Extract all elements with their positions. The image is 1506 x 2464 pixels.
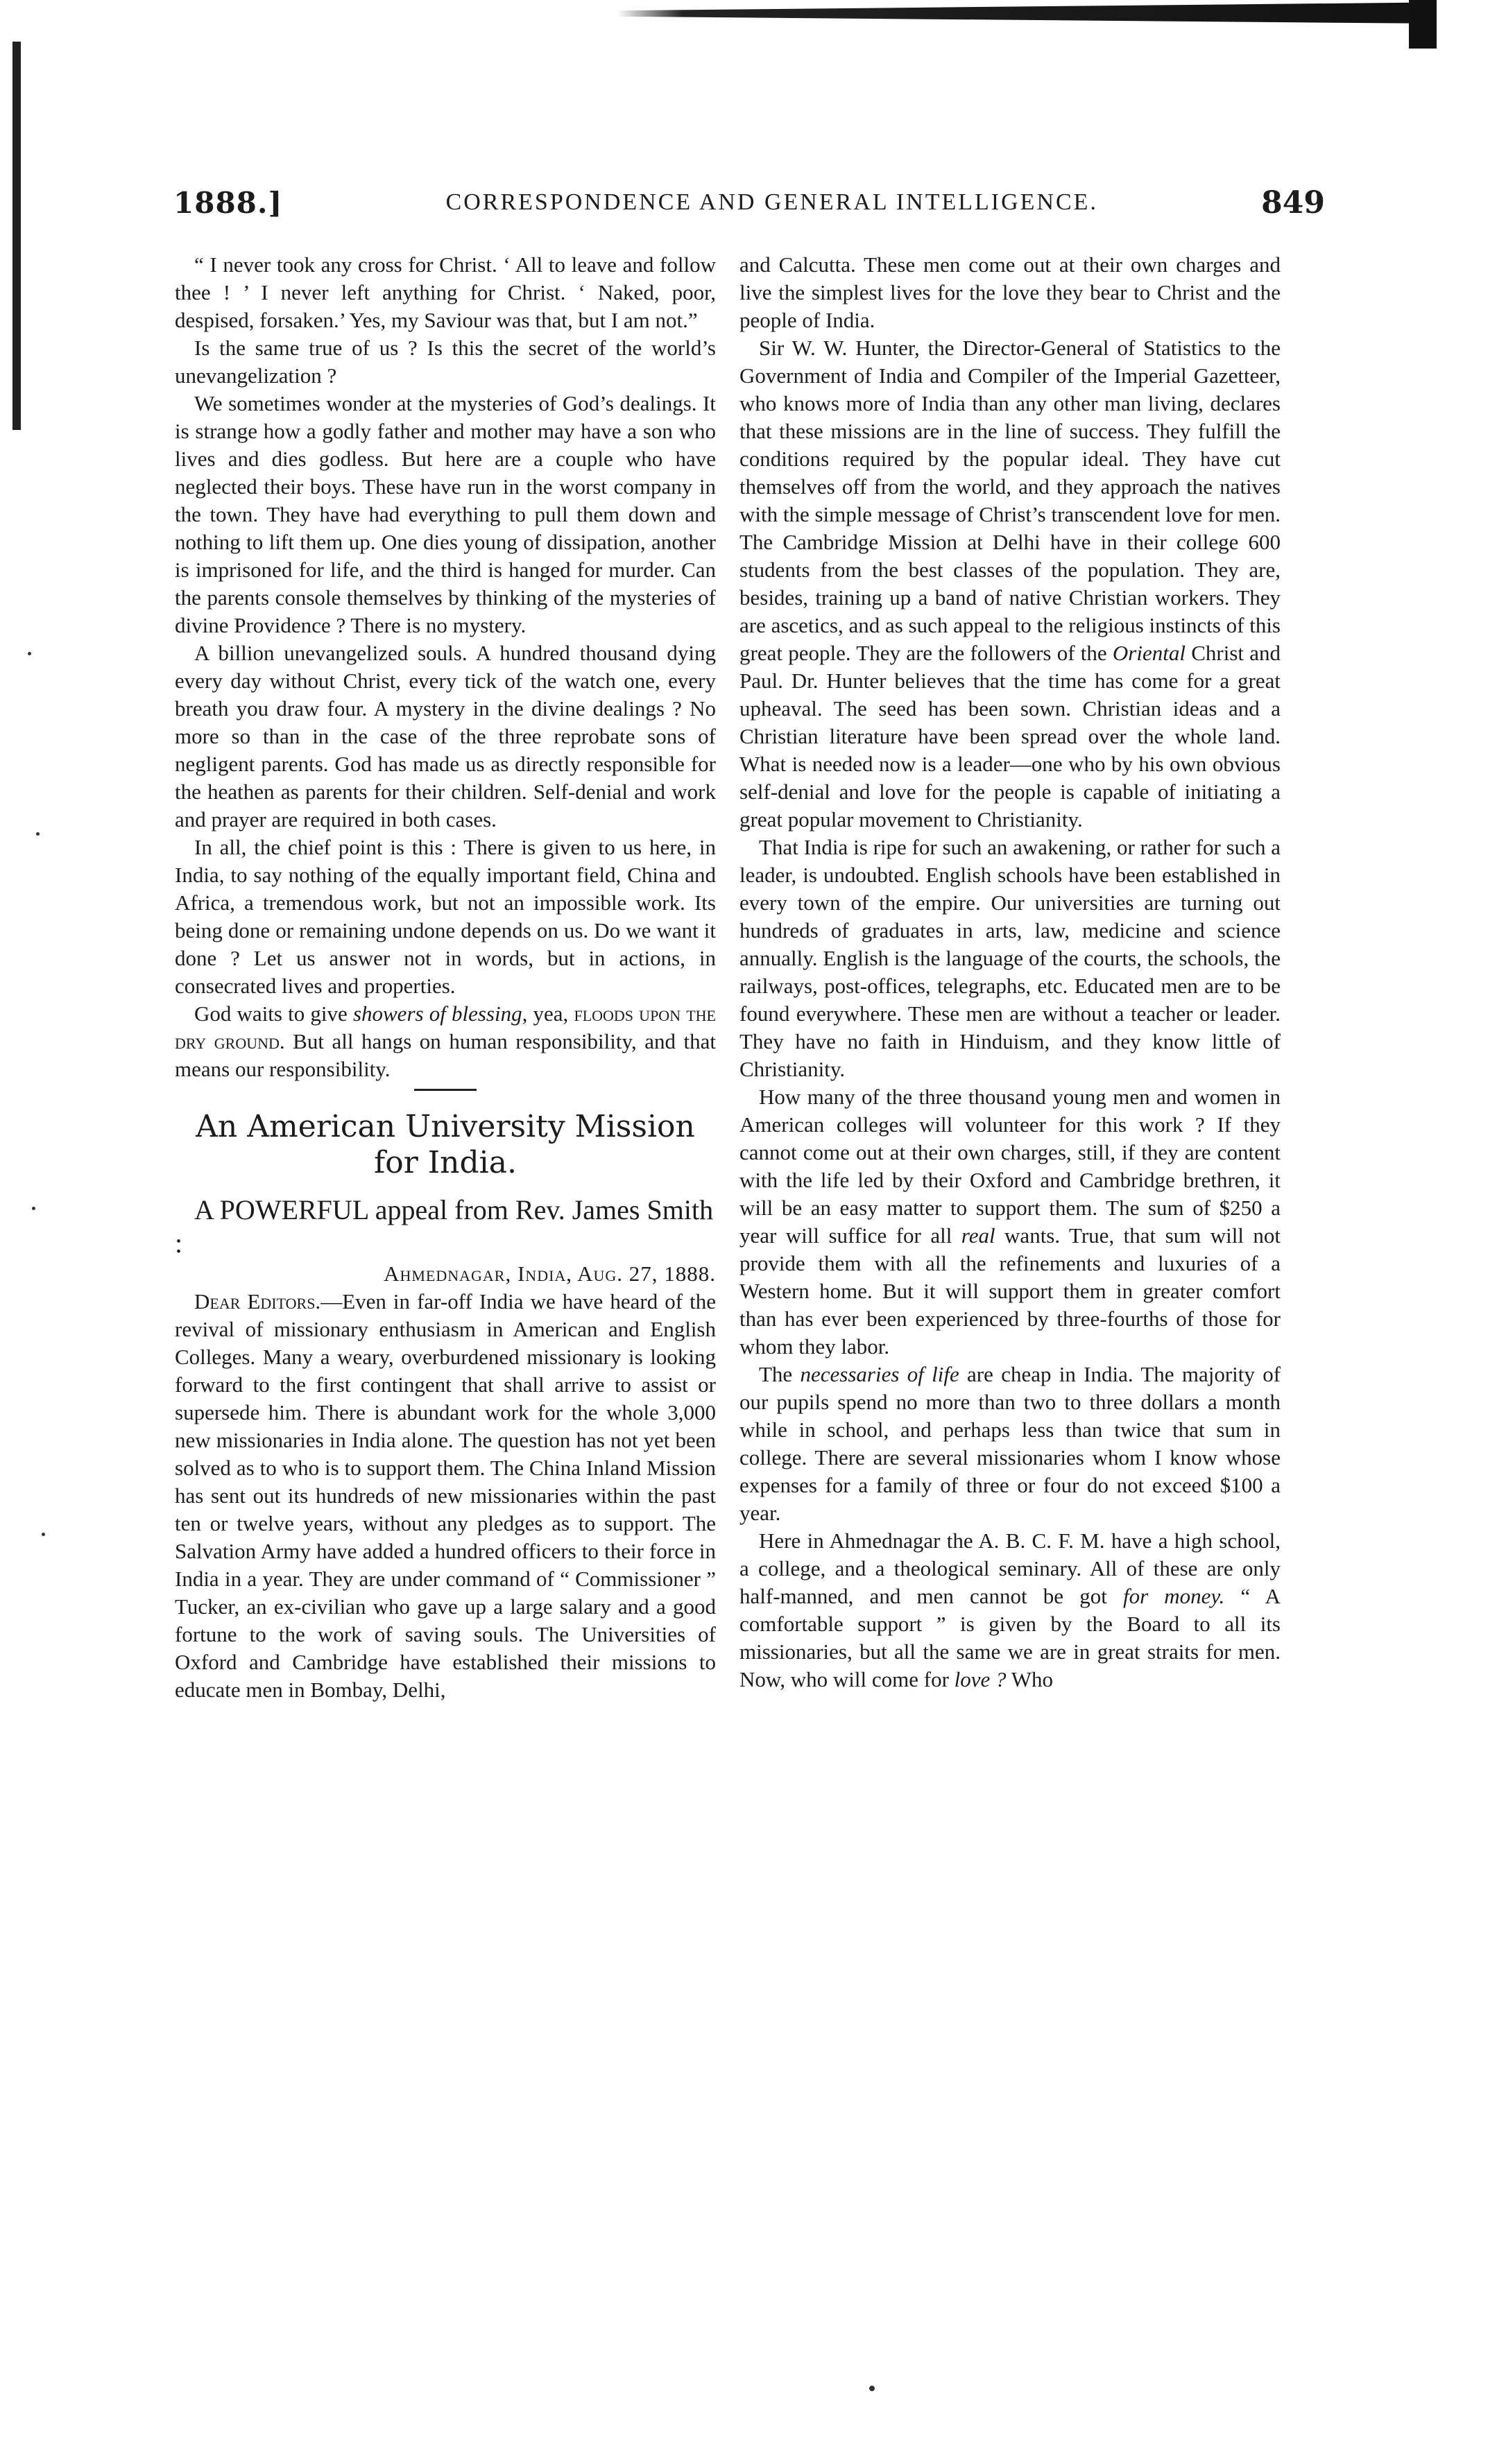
page-header [173,182,1325,223]
paragraph [739,334,1281,834]
emphasis: for money. [1122,1584,1225,1608]
text-run: “ A comfortable support ” is given by the Board to all its missionaries, but all the same we are in great straits for men. Now, who will come for [739,1584,1281,1691]
text-run: Who [1011,1667,1054,1691]
text-run: are cheap in India. The majority of our pupils spend no more than two to three dollars a month while in school, and perhaps less than twice that sum in college. There are several missionaries whom I know whose expenses for a family of three or four do not exceed $100 a year. [739,1362,1281,1525]
scan-left-edge [12,42,21,430]
scan-edge-mark [1409,0,1437,49]
small-caps-run: floods upon the dry ground. [175,1001,716,1053]
running-head: CORRESPONDENCE AND GENERAL INTELLIGENCE. [445,189,1098,215]
paragraph [175,1288,716,1704]
text-run: —Even in far-off India we have heard of the revival of missionary enthusiasm in American and English Colleges. Many a weary, overburdened missionary is looking forward to the first contingent that shall arrive to assist or supersede him. There is abundant work for the whole 3,000 new missionaries in India alone. The question has not yet been solved as to who is to support them. The China Inland Mission has sent out its hundreds of new missionaries within the past ten or twelve years, without any pledges as to support. The Salvation Army have added a hundred officers to their force in India in a year. They are under command of “ Commissioner ” Tucker, an ex-civilian who gave up a large salary and a good fortune to the work of saving souls. The Universities of Oxford and Cambridge have established their missions to educate men in Bombay, Delhi, [175,1289,716,1702]
text-run: wants. True, that sum will not provide them with all the refinements and luxuries of a Western home. But it will support them in greater comfort than has ever been experienced by three-fourths of those for whom they labor. [739,1223,1281,1359]
folio-year: 1888.] [173,185,283,220]
emphasis: necessaries of life [800,1362,959,1386]
scan-edge-bar [617,0,1436,24]
scan-speck [28,652,31,655]
scan-speck [36,832,40,836]
article-title: An American University Mission for India. [196,1109,695,1180]
text-run: Christ and Paul. Dr. Hunter believes that the time has come for a great upheaval. The seed has been sown. Christian ideas and a Christian literature have been spread over the whole land. What is needed now is a leader—one who by his own obvious self-denial and love for the people is capable of initiating a great popular movement to Christianity. [739,641,1281,832]
text-run: God waits to give [194,1001,348,1026]
scan-speck [32,1207,35,1210]
dateline: Ahmednagar, India, Aug. 27, 1888. [384,1261,716,1286]
paragraph [739,1361,1281,1527]
paragraph: Is the same true of us ? Is this the secret of the world’s unevangelization ? [175,336,716,388]
emphasis: love ? [954,1667,1007,1691]
paragraph: “ I never took any cross for Christ. ‘ All to leave and follow thee ! ’ I never left anything for Christ. ‘ Naked, poor, despised, forsaken.’ Yes, my Saviour was that, but I am not.” [175,252,716,332]
text-run: yea, [533,1001,569,1026]
text-run: Here in Ahmednagar the A. B. C. F. M. have a high school, a college, and a theological seminary. All of these are only half-manned, and men cannot be got [739,1528,1281,1608]
text-run: Sir W. W. Hunter, the Director-General of Statistics to the Government of India and Compiler of the Imperial Gazetteer, who knows more of India than any other man living, declares that these missions are in the line of success. They fulfill the conditions required by the popular ideal. They have cut themselves off from the world, and they approach the natives with the simple message of Christ’s transcendent love for men. The Cambridge Mission at Delhi have in their college 600 students from the best classes of the population. They are, besides, training up a band of native Christian workers. They are ascetics, and as such appeal to the religious instincts of this great people. They are the followers of the [739,336,1281,665]
text-run: The [759,1362,793,1386]
right-column [739,251,1281,2373]
paragraph: We sometimes wonder at the mysteries of God’s dealings. It is strange how a godly father and mother may have a son who lives and dies godless. But here are a couple who have neglected their boys. These have run in the worst company in the town. They have had everything to pull them down and nothing to lift them up. One dies young of dissipation, another is imprisoned for life, and the third is hanged for murder. Can the parents console themselves by thinking of the mysteries of divine Providence ? There is no mystery. [175,391,716,637]
paragraph [739,1083,1281,1361]
paragraph: That India is ripe for such an awakening, or rather for such a leader, is undoubted. English schools have been established in every town of the empire. Our universities are turning out hundreds of graduates in arts, law, medicine and science annually. English is the language of the courts, the schools, the railways, post-offices, telegraphs, etc. Educated men are to be found everywhere. These men are without a teacher or leader. They have no faith in Hinduism, and they know little of Christianity. [739,835,1281,1081]
left-column [175,251,716,2373]
scan-speck [869,2386,875,2391]
text-run: How many of the three thousand young men and women in American colleges will volunteer for this work ? If they cannot come out at their own charges, still, if they are content with the life led by their Oxford and Cambridge brethren, it will be an easy matter to support them. The sum of $250 a year will suffice for all [739,1085,1281,1248]
emphasis: showers of blessing, [352,1001,528,1026]
paragraph: and Calcutta. These men come out at their own charges and live the simplest lives for the love they bear to Christ and the people of India. [739,252,1281,332]
section-divider [414,1089,477,1091]
paragraph: In all, the chief point is this : There is given to us here, in India, to say nothing of the equally important field, China and Africa, a tremendous work, but not an impossible work. Its being done or remaining undone depends on us. Do we want it done ? Let us answer not in words, but in actions, in consecrated lives and properties. [175,835,716,998]
article-lead: A POWERFUL appeal from Rev. James Smith : [175,1194,714,1259]
paragraph [175,1000,716,1083]
text-run: But all hangs on human responsibility, and that means our responsibility. [175,1029,716,1081]
page-number: 849 [1261,184,1325,221]
paragraph: A billion unevangelized souls. A hundred thousand dying every day without Christ, every tick of the watch one, every breath you draw four. A mystery in the divine dealings ? No more so than in the case of the three reprobate sons of negligent parents. God has made us as directly responsible for the heathen as parents for their children. Self-denial and work and prayer are required in both cases. [175,641,716,832]
paragraph [739,1527,1281,1694]
emphasis: Oriental [1112,641,1186,665]
scan-speck [42,1533,45,1536]
salutation: Dear Editors. [194,1289,321,1313]
emphasis: real [961,1223,995,1248]
